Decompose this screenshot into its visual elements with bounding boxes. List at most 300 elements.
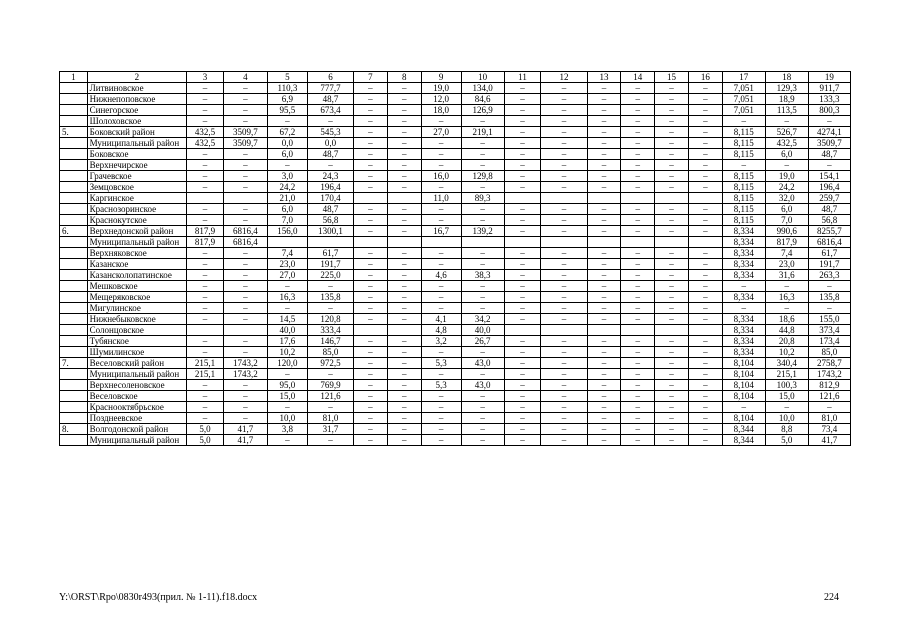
value-cell: – bbox=[354, 413, 388, 424]
value-cell: – bbox=[461, 215, 504, 226]
value-cell bbox=[307, 237, 353, 248]
value-cell: – bbox=[461, 248, 504, 259]
value-cell: – bbox=[354, 248, 388, 259]
value-cell: 31,7 bbox=[307, 424, 353, 435]
value-cell: – bbox=[387, 358, 421, 369]
column-header: 7 bbox=[354, 72, 388, 83]
value-cell: 170,4 bbox=[307, 193, 353, 204]
value-cell: – bbox=[267, 160, 307, 171]
value-cell bbox=[688, 237, 722, 248]
column-header: 18 bbox=[765, 72, 808, 83]
value-cell: – bbox=[688, 226, 722, 237]
value-cell: 3,0 bbox=[267, 171, 307, 182]
value-cell: 18,6 bbox=[765, 314, 808, 325]
value-cell: – bbox=[587, 94, 621, 105]
value-cell: – bbox=[387, 259, 421, 270]
value-cell: 16,7 bbox=[421, 226, 461, 237]
value-cell: – bbox=[504, 314, 541, 325]
value-cell: 139,2 bbox=[461, 226, 504, 237]
table-row bbox=[60, 127, 851, 138]
value-cell: 10,2 bbox=[765, 347, 808, 358]
value-cell: 8,104 bbox=[722, 380, 765, 391]
row-number-cell bbox=[60, 215, 88, 226]
value-cell: – bbox=[461, 391, 504, 402]
value-cell: – bbox=[354, 402, 388, 413]
value-cell: – bbox=[387, 105, 421, 116]
value-cell: – bbox=[722, 402, 765, 413]
value-cell: – bbox=[504, 248, 541, 259]
value-cell: 432,5 bbox=[765, 138, 808, 149]
value-cell: – bbox=[267, 116, 307, 127]
value-cell: – bbox=[387, 138, 421, 149]
name-cell: Шумилинское bbox=[87, 347, 186, 358]
value-cell: – bbox=[187, 160, 224, 171]
value-cell: 8,115 bbox=[722, 215, 765, 226]
value-cell: 81,0 bbox=[808, 413, 850, 424]
value-cell: 4,8 bbox=[421, 325, 461, 336]
value-cell: – bbox=[504, 83, 541, 94]
value-cell: – bbox=[655, 171, 689, 182]
value-cell: – bbox=[541, 402, 587, 413]
value-cell: – bbox=[223, 83, 267, 94]
value-cell: 263,3 bbox=[808, 270, 850, 281]
value-cell: – bbox=[387, 413, 421, 424]
value-cell: – bbox=[621, 347, 655, 358]
value-cell: – bbox=[655, 402, 689, 413]
value-cell: – bbox=[354, 347, 388, 358]
value-cell: 43,0 bbox=[461, 380, 504, 391]
value-cell: – bbox=[504, 270, 541, 281]
value-cell: 81,0 bbox=[307, 413, 353, 424]
value-cell: – bbox=[621, 160, 655, 171]
value-cell: 48,7 bbox=[307, 94, 353, 105]
value-cell: 0,0 bbox=[307, 138, 353, 149]
name-cell: Боковский район bbox=[87, 127, 186, 138]
value-cell: 34,2 bbox=[461, 314, 504, 325]
value-cell: 1300,1 bbox=[307, 226, 353, 237]
value-cell bbox=[621, 325, 655, 336]
value-cell: – bbox=[223, 215, 267, 226]
value-cell: – bbox=[504, 171, 541, 182]
value-cell: 340,4 bbox=[765, 358, 808, 369]
value-cell: – bbox=[587, 215, 621, 226]
value-cell: – bbox=[621, 94, 655, 105]
value-cell: 333,4 bbox=[307, 325, 353, 336]
table-row bbox=[60, 215, 851, 226]
value-cell: – bbox=[461, 402, 504, 413]
value-cell: 8,104 bbox=[722, 391, 765, 402]
value-cell: 85,0 bbox=[307, 347, 353, 358]
value-cell: – bbox=[688, 435, 722, 446]
header-row bbox=[60, 72, 851, 83]
row-number-cell bbox=[60, 336, 88, 347]
value-cell: 8,115 bbox=[722, 193, 765, 204]
value-cell: – bbox=[387, 336, 421, 347]
value-cell: – bbox=[187, 336, 224, 347]
row-number-cell: 8. bbox=[60, 424, 88, 435]
value-cell: 215,1 bbox=[187, 369, 224, 380]
value-cell: 24,2 bbox=[765, 182, 808, 193]
value-cell: 8255,7 bbox=[808, 226, 850, 237]
value-cell: – bbox=[354, 358, 388, 369]
value-cell: 769,9 bbox=[307, 380, 353, 391]
column-header: 11 bbox=[504, 72, 541, 83]
value-cell: – bbox=[688, 160, 722, 171]
value-cell: – bbox=[587, 259, 621, 270]
value-cell: – bbox=[655, 292, 689, 303]
value-cell: – bbox=[621, 83, 655, 94]
table-row bbox=[60, 160, 851, 171]
value-cell: 134,0 bbox=[461, 83, 504, 94]
value-cell: 84,6 bbox=[461, 94, 504, 105]
value-cell: – bbox=[655, 138, 689, 149]
value-cell: – bbox=[504, 336, 541, 347]
value-cell: 8,334 bbox=[722, 259, 765, 270]
value-cell: 48,7 bbox=[808, 149, 850, 160]
value-cell: – bbox=[688, 292, 722, 303]
value-cell: 8,334 bbox=[722, 314, 765, 325]
value-cell: 61,7 bbox=[808, 248, 850, 259]
value-cell: 3509,7 bbox=[223, 127, 267, 138]
value-cell: – bbox=[655, 270, 689, 281]
value-cell: 8,115 bbox=[722, 138, 765, 149]
value-cell: – bbox=[387, 380, 421, 391]
value-cell: – bbox=[621, 413, 655, 424]
value-cell: – bbox=[187, 303, 224, 314]
value-cell: – bbox=[621, 270, 655, 281]
value-cell: 44,8 bbox=[765, 325, 808, 336]
value-cell: 4,1 bbox=[421, 314, 461, 325]
value-cell: 817,9 bbox=[187, 237, 224, 248]
value-cell: – bbox=[504, 215, 541, 226]
value-cell: – bbox=[387, 281, 421, 292]
value-cell: – bbox=[223, 182, 267, 193]
value-cell: – bbox=[587, 138, 621, 149]
value-cell: – bbox=[587, 358, 621, 369]
table-row bbox=[60, 248, 851, 259]
value-cell: – bbox=[541, 391, 587, 402]
value-cell: – bbox=[688, 204, 722, 215]
value-cell: – bbox=[587, 270, 621, 281]
value-cell: 15,0 bbox=[267, 391, 307, 402]
value-cell: – bbox=[504, 259, 541, 270]
value-cell: – bbox=[688, 215, 722, 226]
name-cell: Казансколопатинское bbox=[87, 270, 186, 281]
value-cell: – bbox=[688, 303, 722, 314]
value-cell: – bbox=[421, 303, 461, 314]
table-row bbox=[60, 413, 851, 424]
value-cell: – bbox=[354, 303, 388, 314]
value-cell: – bbox=[655, 281, 689, 292]
name-cell: Мещеряковское bbox=[87, 292, 186, 303]
value-cell: – bbox=[504, 204, 541, 215]
value-cell: – bbox=[387, 215, 421, 226]
value-cell: 3,8 bbox=[267, 424, 307, 435]
value-cell bbox=[587, 325, 621, 336]
value-cell: – bbox=[541, 83, 587, 94]
value-cell: – bbox=[504, 413, 541, 424]
value-cell bbox=[504, 325, 541, 336]
value-cell: 5,3 bbox=[421, 358, 461, 369]
value-cell bbox=[688, 325, 722, 336]
name-cell: Земцовское bbox=[87, 182, 186, 193]
column-header: 5 bbox=[267, 72, 307, 83]
column-header: 14 bbox=[621, 72, 655, 83]
value-cell: 7,4 bbox=[267, 248, 307, 259]
value-cell: – bbox=[354, 435, 388, 446]
value-cell: – bbox=[621, 182, 655, 193]
value-cell: – bbox=[387, 270, 421, 281]
value-cell: – bbox=[621, 314, 655, 325]
value-cell: 23,0 bbox=[765, 259, 808, 270]
value-cell: – bbox=[587, 171, 621, 182]
value-cell: – bbox=[187, 182, 224, 193]
value-cell: – bbox=[587, 314, 621, 325]
value-cell: – bbox=[421, 435, 461, 446]
value-cell: – bbox=[187, 116, 224, 127]
value-cell: – bbox=[461, 149, 504, 160]
value-cell: 8,115 bbox=[722, 204, 765, 215]
value-cell: – bbox=[688, 171, 722, 182]
table-row bbox=[60, 424, 851, 435]
column-header: 15 bbox=[655, 72, 689, 83]
value-cell: – bbox=[655, 424, 689, 435]
value-cell: 12,0 bbox=[421, 94, 461, 105]
value-cell bbox=[267, 237, 307, 248]
name-cell: Боковское bbox=[87, 149, 186, 160]
value-cell: 48,7 bbox=[808, 204, 850, 215]
value-cell: 135,8 bbox=[808, 292, 850, 303]
value-cell: – bbox=[541, 347, 587, 358]
value-cell: – bbox=[354, 83, 388, 94]
value-cell bbox=[504, 193, 541, 204]
value-cell: – bbox=[461, 259, 504, 270]
value-cell: – bbox=[461, 303, 504, 314]
value-cell: – bbox=[504, 347, 541, 358]
value-cell: – bbox=[421, 149, 461, 160]
value-cell: – bbox=[307, 281, 353, 292]
value-cell: – bbox=[621, 149, 655, 160]
row-number-cell bbox=[60, 281, 88, 292]
value-cell: 5,0 bbox=[187, 424, 224, 435]
value-cell: – bbox=[187, 314, 224, 325]
value-cell: 40,0 bbox=[267, 325, 307, 336]
value-cell: – bbox=[541, 149, 587, 160]
value-cell: – bbox=[587, 149, 621, 160]
column-header: 8 bbox=[387, 72, 421, 83]
value-cell: – bbox=[307, 303, 353, 314]
value-cell: 6816,4 bbox=[808, 237, 850, 248]
value-cell: 972,5 bbox=[307, 358, 353, 369]
value-cell: – bbox=[587, 105, 621, 116]
value-cell: – bbox=[587, 281, 621, 292]
value-cell: – bbox=[722, 116, 765, 127]
value-cell: 8,115 bbox=[722, 171, 765, 182]
name-cell: Нижнепоповское bbox=[87, 94, 186, 105]
value-cell: – bbox=[187, 402, 224, 413]
name-cell: Тубянское bbox=[87, 336, 186, 347]
value-cell: – bbox=[587, 435, 621, 446]
value-cell: – bbox=[541, 138, 587, 149]
value-cell: – bbox=[354, 160, 388, 171]
value-cell bbox=[655, 237, 689, 248]
value-cell: – bbox=[504, 226, 541, 237]
table-row bbox=[60, 358, 851, 369]
value-cell: – bbox=[421, 292, 461, 303]
value-cell: 8,104 bbox=[722, 369, 765, 380]
row-number-cell bbox=[60, 270, 88, 281]
value-cell: 24,3 bbox=[307, 171, 353, 182]
name-cell: Верхнесоленовское bbox=[87, 380, 186, 391]
value-cell: – bbox=[504, 149, 541, 160]
value-cell: 120,0 bbox=[267, 358, 307, 369]
value-cell: – bbox=[587, 116, 621, 127]
value-cell: 27,0 bbox=[421, 127, 461, 138]
value-cell: 19,0 bbox=[421, 83, 461, 94]
table-row bbox=[60, 204, 851, 215]
value-cell: – bbox=[223, 336, 267, 347]
value-cell: – bbox=[421, 259, 461, 270]
value-cell: – bbox=[223, 314, 267, 325]
value-cell: 18,0 bbox=[421, 105, 461, 116]
value-cell: – bbox=[621, 292, 655, 303]
value-cell: 8,8 bbox=[765, 424, 808, 435]
value-cell: – bbox=[655, 105, 689, 116]
table-row bbox=[60, 105, 851, 116]
value-cell: – bbox=[587, 391, 621, 402]
value-cell: – bbox=[504, 402, 541, 413]
value-cell: 777,7 bbox=[307, 83, 353, 94]
column-header: 10 bbox=[461, 72, 504, 83]
value-cell: – bbox=[621, 424, 655, 435]
table-row bbox=[60, 182, 851, 193]
value-cell: – bbox=[621, 215, 655, 226]
value-cell bbox=[504, 237, 541, 248]
footer-page-number: 224 bbox=[824, 592, 839, 603]
value-cell: – bbox=[655, 160, 689, 171]
row-number-cell bbox=[60, 325, 88, 336]
value-cell: 8,334 bbox=[722, 270, 765, 281]
value-cell: – bbox=[387, 116, 421, 127]
value-cell: 1743,2 bbox=[223, 358, 267, 369]
value-cell: – bbox=[688, 358, 722, 369]
value-cell bbox=[223, 193, 267, 204]
value-cell: 121,6 bbox=[307, 391, 353, 402]
value-cell: – bbox=[421, 424, 461, 435]
value-cell: 10,2 bbox=[267, 347, 307, 358]
value-cell: – bbox=[421, 138, 461, 149]
value-cell bbox=[655, 325, 689, 336]
value-cell: – bbox=[187, 248, 224, 259]
value-cell bbox=[421, 237, 461, 248]
column-header: 4 bbox=[223, 72, 267, 83]
value-cell: – bbox=[504, 116, 541, 127]
name-cell: Солонцовское bbox=[87, 325, 186, 336]
value-cell: – bbox=[688, 380, 722, 391]
value-cell: – bbox=[354, 391, 388, 402]
value-cell: – bbox=[267, 435, 307, 446]
value-cell: – bbox=[223, 94, 267, 105]
value-cell: – bbox=[504, 182, 541, 193]
value-cell: 146,7 bbox=[307, 336, 353, 347]
value-cell: – bbox=[688, 424, 722, 435]
value-cell bbox=[387, 325, 421, 336]
value-cell: – bbox=[421, 402, 461, 413]
row-number-cell bbox=[60, 83, 88, 94]
value-cell: – bbox=[621, 336, 655, 347]
value-cell: – bbox=[421, 116, 461, 127]
value-cell: – bbox=[587, 127, 621, 138]
row-number-cell bbox=[60, 138, 88, 149]
value-cell: – bbox=[541, 160, 587, 171]
value-cell: 41,7 bbox=[223, 424, 267, 435]
value-cell: 8,104 bbox=[722, 358, 765, 369]
value-cell: – bbox=[587, 402, 621, 413]
value-cell: – bbox=[461, 413, 504, 424]
value-cell: 8,115 bbox=[722, 149, 765, 160]
value-cell: – bbox=[688, 369, 722, 380]
footer-file-path: Y:\ORST\Rpo\0830r493(прил. № 1-11).f18.docx bbox=[59, 592, 258, 603]
value-cell: – bbox=[541, 127, 587, 138]
value-cell: 817,9 bbox=[765, 237, 808, 248]
value-cell: – bbox=[187, 391, 224, 402]
value-cell: – bbox=[541, 413, 587, 424]
value-cell: 100,3 bbox=[765, 380, 808, 391]
value-cell bbox=[387, 237, 421, 248]
value-cell: 126,9 bbox=[461, 105, 504, 116]
value-cell: 48,7 bbox=[307, 149, 353, 160]
value-cell: – bbox=[387, 402, 421, 413]
value-cell: 8,115 bbox=[722, 127, 765, 138]
value-cell: 154,1 bbox=[808, 171, 850, 182]
value-cell: – bbox=[504, 94, 541, 105]
value-cell: – bbox=[307, 369, 353, 380]
value-cell: – bbox=[354, 259, 388, 270]
value-cell: – bbox=[541, 358, 587, 369]
row-number-cell: 7. bbox=[60, 358, 88, 369]
value-cell bbox=[223, 325, 267, 336]
value-cell: – bbox=[655, 314, 689, 325]
value-cell: – bbox=[621, 171, 655, 182]
value-cell: – bbox=[688, 105, 722, 116]
value-cell: – bbox=[621, 369, 655, 380]
value-cell: – bbox=[387, 314, 421, 325]
value-cell: – bbox=[187, 94, 224, 105]
value-cell: – bbox=[187, 105, 224, 116]
column-header: 3 bbox=[187, 72, 224, 83]
value-cell: 56,8 bbox=[808, 215, 850, 226]
name-cell: Грачевское bbox=[87, 171, 186, 182]
value-cell: 5,0 bbox=[765, 435, 808, 446]
value-cell: – bbox=[587, 424, 621, 435]
value-cell: – bbox=[541, 281, 587, 292]
value-cell: – bbox=[354, 336, 388, 347]
table-row bbox=[60, 380, 851, 391]
value-cell: – bbox=[541, 116, 587, 127]
value-cell: – bbox=[541, 105, 587, 116]
value-cell: 38,3 bbox=[461, 270, 504, 281]
value-cell: – bbox=[187, 149, 224, 160]
table-row bbox=[60, 391, 851, 402]
value-cell: 120,8 bbox=[307, 314, 353, 325]
value-cell: 1743,2 bbox=[223, 369, 267, 380]
column-header: 6 bbox=[307, 72, 353, 83]
name-cell: Краснооктябрьское bbox=[87, 402, 186, 413]
table-row bbox=[60, 292, 851, 303]
value-cell: 432,5 bbox=[187, 127, 224, 138]
value-cell: – bbox=[541, 336, 587, 347]
value-cell: – bbox=[504, 391, 541, 402]
